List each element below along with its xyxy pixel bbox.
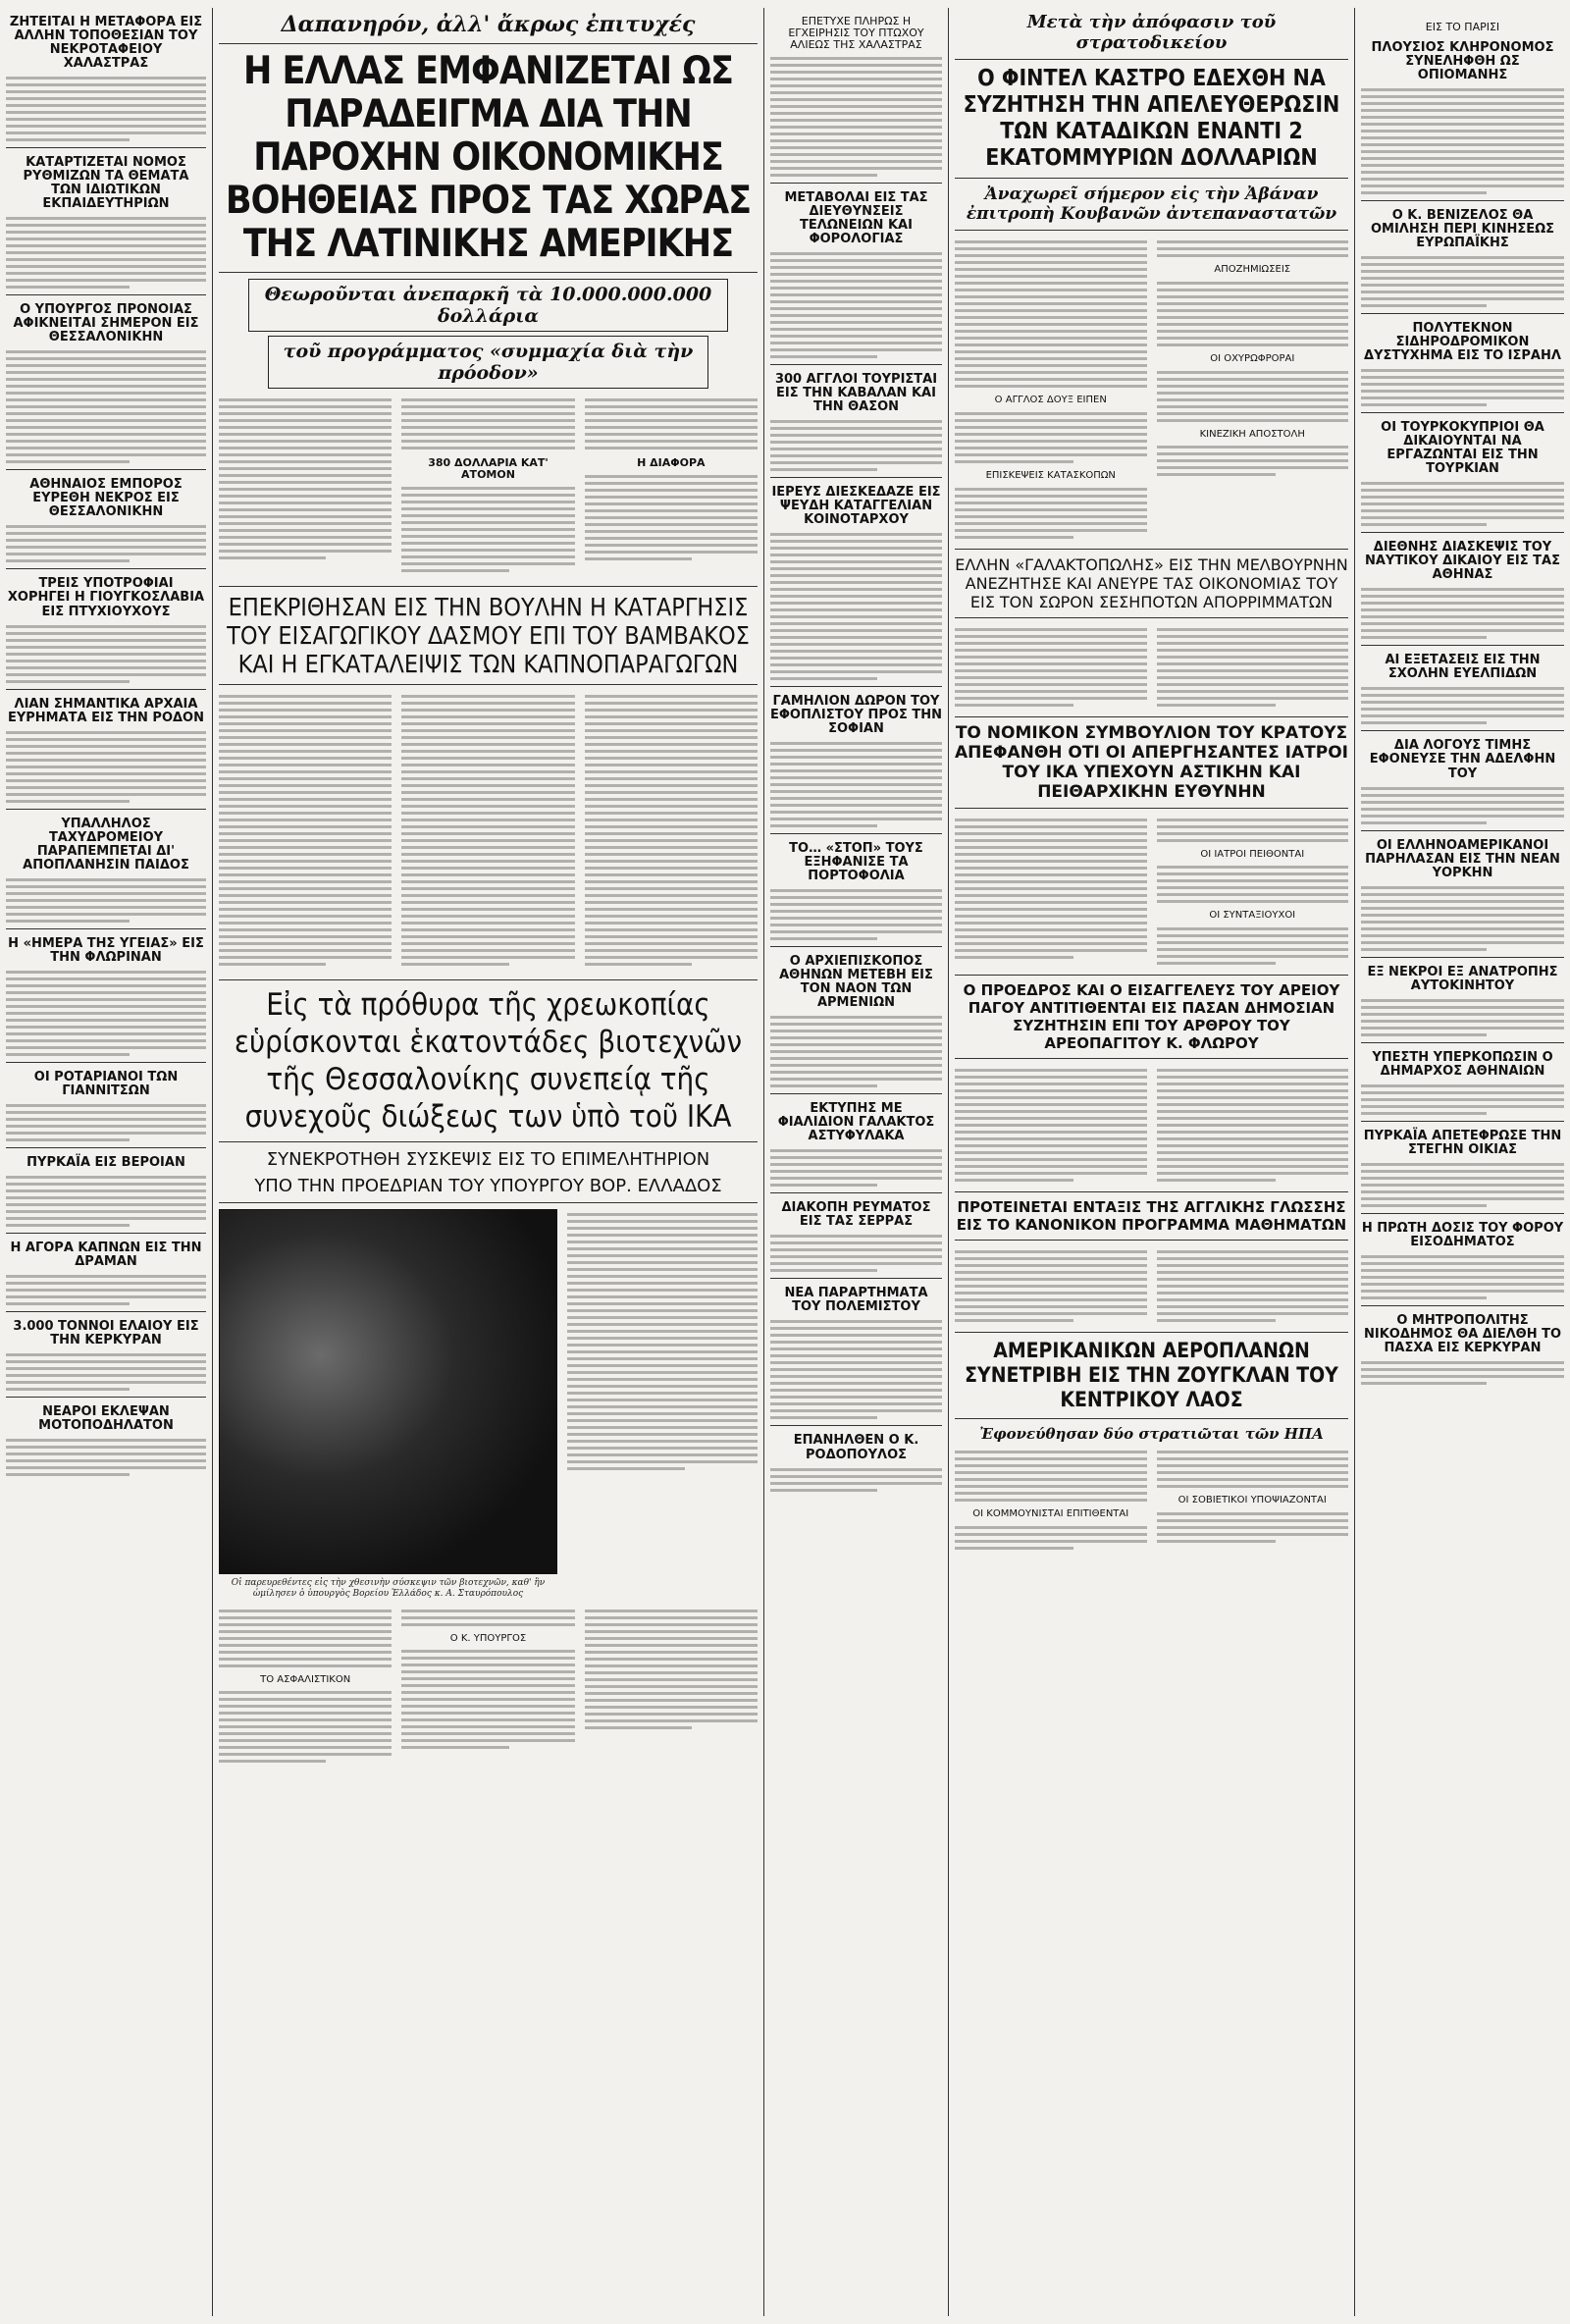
- subheading: ΟΙ ΟΧΥΡΩΦΡΟΡΑΙ: [1210, 352, 1295, 364]
- headline: ΓΑΜΗΛΙΟΝ ΔΩΡΟΝ ΤΟΥ ΕΦΟΠΛΙΣΤΟΥ ΠΡΟΣ ΤΗΝ ΣΟΦΙΑΝ: [770, 693, 942, 736]
- headline: ΕΚΤΥΠΗΣ ΜΕ ΦΙΑΛΙΔΙΟΝ ΓΑΛΑΚΤΟΣ ΑΣΤΥΦΥΛΑΚΑ: [777, 1101, 935, 1144]
- article-body: [6, 77, 206, 141]
- headline: ΝΕΑ ΠΑΡΑΡΤΗΜΑΤΑ ΤΟΥ ΠΟΛΕΜΙΣΤΟΥ: [784, 1286, 928, 1315]
- headline: ΥΠΕΣΤΗ ΥΠΕΡΚΟΠΩΣΙΝ Ο ΔΗΜΑΡΧΟΣ ΑΘΗΝΑΙΩΝ: [1372, 1049, 1553, 1079]
- left-column: [0, 8, 212, 1480]
- article-body: [6, 625, 206, 683]
- subheading: Ο ΑΓΓΛΟΣ ΔΟΥΞ ΕΙΠΕΝ: [994, 395, 1107, 405]
- subheading: ΟΙ ΣΟΒΙΕΤΙΚΟΙ ΥΠΟΨΙΑΖΟΝΤΑΙ: [1178, 1495, 1327, 1506]
- main-kicker: Δαπανηρόν, ἀλλ' ἄκρως ἐπιτυχές: [281, 12, 696, 37]
- headline: Η «ΗΜΕΡΑ ΤΗΣ ΥΓΕΙΑΣ» ΕΙΣ ΤΗΝ ΦΛΩΡΙΝΑΝ: [8, 935, 204, 965]
- photo-wrapper: [219, 1209, 557, 1600]
- headline: Ο ΑΡΧΙΕΠΙΣΚΟΠΟΣ ΑΘΗΝΩΝ ΜΕΤΕΒΗ ΕΙΣ ΤΟΝ ΝΑΟΝ ΤΩΝ ΑΡΜΕΝΙΩΝ: [779, 954, 933, 1011]
- article-body: [219, 395, 392, 576]
- headline: ΑΘΗΝΑΙΟΣ ΕΜΠΟΡΟΣ ΕΥΡΕΘΗ ΝΕΚΡΟΣ ΕΙΣ ΘΕΣΣΑΛΟΝΙΚΗΝ: [29, 477, 183, 520]
- headline: ΕΞ ΝΕΚΡΟΙ ΕΞ ΑΝΑΤΡΟΠΗΣ ΑΥΤΟΚΙΝΗΤΟΥ: [1367, 964, 1558, 993]
- headline: Η ΑΓΟΡΑ ΚΑΠΝΩΝ ΕΙΣ ΤΗΝ ΔΡΑΜΑΝ: [10, 1240, 202, 1269]
- article-body: [6, 878, 206, 923]
- subheading: ΚΙΝΕΖΙΚΗ ΑΠΟΣΤΟΛΗ: [1199, 428, 1305, 440]
- subheading: Η ΔΙΑΦΟΡΑ: [637, 456, 706, 469]
- headline: ΔΙΕΘΝΗΣ ΔΙΑΣΚΕΨΙΣ ΤΟΥ ΝΑΥΤΙΚΟΥ ΔΙΚΑΙΟΥ ΕΙΣ ΤΑΣ ΑΘΗΝΑΣ: [1365, 540, 1560, 583]
- headline: 300 ΑΓΓΛΟΙ ΤΟΥΡΙΣΤΑΙ ΕΙΣ ΤΗΝ ΚΑΒΑΛΑΝ ΚΑΙ ΤΗΝ ΘΑΣΟΝ: [774, 371, 938, 414]
- article-body: [6, 1275, 206, 1305]
- article-body: [6, 350, 206, 463]
- laos-subhead: Ἐφονεύθησαν δύο στρατιῶται τῶν ΗΠΑ: [979, 1425, 1324, 1444]
- areios-pagos-headline: Ο ΠΡΟΕΔΡΟΣ ΚΑΙ Ο ΕΙΣΑΓΓΕΛΕΥΣ ΤΟΥ ΑΡΕΙΟΥ ΠΑΓΟΥ ΑΝΤΙΤΙΘΕΝΤΑΙ ΕΙΣ ΠΑΣΑΝ ΔΗΜΟΣΙΑΝ ΣΥΖΗΤΗΣΙΝ ΕΠΙ ΤΟΥ ΑΡΘΡΟΥ ΤΟΥ ΑΡΕΟΠΑΓΙΤΟΥ Κ. ΦΛΩΡΟΥ: [963, 981, 1340, 1053]
- headline: ΛΙΑΝ ΣΗΜΑΝΤΙΚΑ ΑΡΧΑΙΑ ΕΥΡΗΜΑΤΑ ΕΙΣ ΤΗΝ ΡΟΔΟΝ: [7, 696, 204, 725]
- subheading: 380 ΔΟΛΛΑΡΙΑ ΚΑΤ' ΑΤΟΜΟΝ: [428, 456, 549, 481]
- headline: ΖΗΤΕΙΤΑΙ Η ΜΕΤΑΦΟΡΑ ΕΙΣ ΑΛΛΗΝ ΤΟΠΟΘΕΣΙΑΝ ΤΟΥ ΝΕΚΡΟΤΑΦΕΙΟΥ ΧΑΛΑΣΤΡΑΣ: [9, 15, 203, 72]
- headline: ΑΙ ΕΞΕΤΑΣΕΙΣ ΕΙΣ ΤΗΝ ΣΧΟΛΗΝ ΕΥΕΛΠΙΔΩΝ: [1385, 653, 1541, 682]
- headline: ΙΕΡΕΥΣ ΔΙΕΣΚΕΔΑΖΕ ΕΙΣ ΨΕΥΔΗ ΚΑΤΑΓΓΕΛΙΑΝ ΚΟΙΝΟΤΑΡΧΟΥ: [771, 484, 941, 527]
- headline: ΠΟΛΥΤΕΚΝΟΝ ΣΙΔΗΡΟΔΡΟΜΙΚΟΝ ΔΥΣΤΥΧΗΜΑ ΕΙΣ ΤΟ ΙΣΡΑΗΛ: [1364, 321, 1561, 364]
- article-body: [6, 1176, 206, 1227]
- headline: Ο ΜΗΤΡΟΠΟΛΙΤΗΣ ΝΙΚΟΔΗΜΟΣ ΘΑ ΔΙΕΛΘΗ ΤΟ ΠΑΣΧΑ ΕΙΣ ΚΕΡΚΥΡΑΝ: [1363, 1312, 1562, 1355]
- main-headline: Η ΕΛΛΑΣ ΕΜΦΑΝΙΖΕΤΑΙ ΩΣ ΠΑΡΑΔΕΙΓΜΑ ΔΙΑ ΤΗΝ ΠΑΡΟΧΗΝ ΟΙΚΟΝΟΜΙΚΗΣ ΒΟΗΘΕΙΑΣ ΠΡΟΣ ΤΑΣ ΧΩΡΑΣ ΤΗΣ ΛΑΤΙΝΙΚΗΣ ΑΜΕΡΙΚΗΣ: [225, 49, 752, 266]
- castro-kicker: Μετὰ τὴν ἀπόφασιν τοῦ στρατοδικείου: [1026, 12, 1277, 53]
- headline: ΥΠΑΛΛΗΛΟΣ ΤΑΧΥΔΡΟΜΕΙΟΥ ΠΑΡΑΠΕΜΠΕΤΑΙ ΔΙ' ΑΠΟΠΛΑΝΗΣΙΝ ΠΑΙΔΟΣ: [23, 816, 189, 872]
- castro-article-columns: [955, 237, 1348, 543]
- headline: ΠΥΡΚΑΪΑ ΑΠΕΤΕΦΡΩΣΕ ΤΗΝ ΣΤΕΓΗΝ ΟΙΚΙΑΣ: [1363, 1128, 1562, 1157]
- castro-subhead: ἐπιτροπὴ Κουβανῶν ἀντεπαναστατῶν: [966, 204, 1337, 224]
- headline: ΕΠΑΝΗΛΘΕΝ Ο Κ. ΡΟΔΟΠΟΥΛΟΣ: [793, 1433, 919, 1462]
- subheading: ΑΠΟΖΗΜΙΩΣΕΙΣ: [1214, 264, 1291, 275]
- right-column: [949, 8, 1354, 1554]
- subheading: ΟΙ ΣΥΝΤΑΞΙΟΥΧΟΙ: [1209, 910, 1296, 922]
- cotton-article-columns: [219, 691, 758, 970]
- ika-photo-block: [219, 1209, 758, 1600]
- main-subhead: Θεωροῦνται ἀνεπαρκῆ τὰ 10.000.000.000 δολλάρια: [248, 279, 728, 332]
- laos-headline: ΑΜΕΡΙΚΑΝΙΚΩΝ ΑΕΡΟΠΛΑΝΩΝ ΣΥΝΕΤΡΙΒΗ ΕΙΣ ΤΗΝ ΖΟΥΓΚΛΑΝ ΤΟΥ ΚΕΝΤΡΙΚΟΥ ΛΑΟΣ: [965, 1339, 1338, 1412]
- article-body: [6, 731, 206, 803]
- article-body: [6, 217, 206, 289]
- headline: Ο Κ. ΒΕΝΙΖΕΛΟΣ ΘΑ ΟΜΙΛΗΣΗ ΠΕΡΙ ΚΙΝΗΣΕΩΣ ΕΥΡΩΠΑΪΚΗΣ: [1370, 207, 1555, 251]
- headline: ΠΛΟΥΣΙΟΣ ΚΛΗΡΟΝΟΜΟΣ ΣΥΝΕΛΗΦΘΗ ΩΣ ΟΠΙΟΜΑΝΗΣ: [1371, 39, 1554, 82]
- middle-column: [764, 8, 948, 1496]
- article-column: [401, 395, 574, 576]
- headline: ΠΥΡΚΑΪΑ ΕΙΣ ΒΕΡΟΙΑΝ: [26, 1154, 185, 1170]
- article-body: [6, 1353, 206, 1391]
- article-column: [585, 395, 758, 576]
- photo-caption: Οἱ παρευρεθέντες εἰς τὴν χθεσινὴν σύσκεψιν τῶν βιοτεχνῶν, καθ' ἣν ὡμίλησεν ὁ ὑπουργὸς Βορείου Ἑλλάδος κ. Α. Σταυρόπουλος: [231, 1577, 546, 1599]
- ika-subhead: ΥΠΟ ΤΗΝ ΠΡΟΕΔΡΙΑΝ ΤΟΥ ΥΠΟΥΡΓΟΥ ΒΟΡ. ΕΛΛΑΔΟΣ: [254, 1176, 722, 1197]
- galaktopoulis-headline: ΕΛΛΗΝ «ΓΑΛΑΚΤΟΠΩΛΗΣ» ΕΙΣ ΤΗΝ ΜΕΛΒΟΥΡΝΗΝ ΑΝΕΖΗΤΗΣΕ ΚΑΙ ΑΝΕΥΡΕ ΤΑΣ ΟΙΚΟΝΟΜΙΑΣ ΤΟΥ ΕΙΣ ΤΟΝ ΣΩΡΟΝ ΣΕΣΗΠΟΤΩΝ ΑΠΟΡΡΙΜΜΑΤΩΝ: [955, 555, 1348, 611]
- headline: Η ΠΡΩΤΗ ΔΟΣΙΣ ΤΟΥ ΦΟΡΟΥ ΕΙΣΟΔΗΜΑΤΟΣ: [1361, 1220, 1564, 1249]
- headline: ΟΙ ΤΟΥΡΚΟΚΥΠΡΙΟΙ ΘΑ ΔΙΚΑΙΟΥΝΤΑΙ ΝΑ ΕΡΓΑΖΩΝΤΑΙ ΕΙΣ ΤΗΝ ΤΟΥΡΚΙΑΝ: [1381, 420, 1544, 477]
- article-body: [6, 1104, 206, 1141]
- castro-headline: Ο ΦΙΝΤΕΛ ΚΑΣΤΡΟ ΕΔΕΧΘΗ ΝΑ ΣΥΖΗΤΗΣΗ ΤΗΝ ΑΠΕΛΕΥΘΕΡΩΣΙΝ ΤΩΝ ΚΑΤΑΔΙΚΩΝ ΕΝΑΝΤΙ 2 ΕΚΑΤΟΜΜΥΡΙΩΝ ΔΟΛΛΑΡΙΩΝ: [963, 66, 1340, 171]
- subheading: ΟΙ ΚΟΜΜΟΥΝΙΣΤΑΙ ΕΠΙΤΙΘΕΝΤΑΙ: [972, 1508, 1129, 1520]
- article-body: [6, 1439, 206, 1476]
- headline: ΤΟ… «ΣΤΟΠ» ΤΟΥΣ ΕΞΗΦΑΝΙΣΕ ΤΑ ΠΟΡΤΟΦΟΛΙΑ: [789, 841, 923, 884]
- cotton-headline: ΕΠΕΚΡΙΘΗΣΑΝ ΕΙΣ ΤΗΝ ΒΟΥΛΗΝ Η ΚΑΤΑΡΓΗΣΙΣ ΤΟΥ ΕΙΣΑΓΩΓΙΚΟΥ ΔΑΣΜΟΥ ΕΠΙ ΤΟΥ ΒΑΜΒΑΚΟΣ ΚΑΙ Η ΕΓΚΑΤΑΛΕΙΨΙΣ ΤΩΝ ΚΑΠΝΟΠΑΡΑΓΩΓΩΝ: [227, 592, 750, 678]
- subheading: ΟΙ ΙΑΤΡΟΙ ΠΕΙΘΟΝΤΑΙ: [1200, 848, 1305, 860]
- section-label: ΕΙΣ ΤΟ ΠΑΡΙΣΙ: [1425, 21, 1500, 33]
- subheading: ΤΟ ΑΣΦΑΛΙΣΤΙΚΟΝ: [260, 1673, 351, 1685]
- ika-headline: Εἰς τὰ πρόθυρα τῆς χρεωκοπίας εὑρίσκονται ἑκατοντάδες βιοτεχνῶν τῆς Θεσσαλονίκης συνεπείᾳ τῆς συνεχοῦς διώξεως των ὑπὸ τοῦ ΙΚΑ: [234, 986, 743, 1135]
- headline: ΚΑΤΑΡΤΙΖΕΤΑΙ ΝΟΜΟΣ ΡΥΘΜΙΖΩΝ ΤΑ ΘΕΜΑΤΑ ΤΩΝ ΙΔΙΩΤΙΚΩΝ ΕΚΠΑΙΔΕΥΤΗΡΙΩΝ: [23, 155, 189, 212]
- ika-subhead: ΣΥΝΕΚΡΟΤΗΘΗ ΣΥΣΚΕΨΙΣ ΕΙΣ ΤΟ ΕΠΙΜΕΛΗΤΗΡΙΟΝ: [266, 1148, 710, 1170]
- main-article-columns: [219, 395, 758, 576]
- nsk-headline: ΤΟ ΝΟΜΙΚΟΝ ΣΥΜΒΟΥΛΙΟΝ ΤΟΥ ΚΡΑΤΟΥΣ ΑΠΕΦΑΝΘΗ ΟΤΙ ΟΙ ΑΠΕΡΓΗΣΑΝΤΕΣ ΙΑΤΡΟΙ ΤΟΥ ΙΚΑ ΥΠΕΧΟΥΝ ΑΣΤΙΚΗΝ ΚΑΙ ΠΕΙΘΑΡΧΙΚΗΝ ΕΥΘΥΝΗΝ: [955, 722, 1348, 802]
- headline: ΕΠΕΤΥΧΕ ΠΛΗΡΩΣ Η ΕΓΧΕΙΡΗΣΙΣ ΤΟΥ ΠΤΩΧΟΥ ΑΛΙΕΩΣ ΤΗΣ ΧΑΛΑΣΤΡΑΣ: [788, 15, 924, 51]
- ika-article-columns: [219, 1606, 758, 1768]
- english-language-headline: ΠΡΟΤΕΙΝΕΤΑΙ ΕΝΤΑΞΙΣ ΤΗΣ ΑΓΓΛΙΚΗΣ ΓΛΩΣΣΗΣ ΕΙΣ ΤΟ ΚΑΝΟΝΙΚΟΝ ΠΡΟΓΡΑΜΜΑ ΜΑΘΗΜΑΤΩΝ: [956, 1198, 1347, 1235]
- far-right-column: [1355, 8, 1570, 1389]
- headline: 3.000 ΤΟΝΝΟΙ ΕΛΑΙΟΥ ΕΙΣ ΤΗΝ ΚΕΡΚΥΡΑΝ: [13, 1318, 199, 1347]
- subheading: Ο Κ. ΥΠΟΥΡΓΟΣ: [449, 1632, 527, 1644]
- headline: Ο ΥΠΟΥΡΓΟΣ ΠΡΟΝΟΙΑΣ ΑΦΙΚΝΕΙΤΑΙ ΣΗΜΕΡΟΝ ΕΙΣ ΘΕΣΣΑΛΟΝΙΚΗΝ: [13, 302, 199, 345]
- main-column: [213, 8, 763, 1767]
- article-body: [6, 971, 206, 1056]
- headline: ΤΡΕΙΣ ΥΠΟΤΡΟΦΙΑΙ ΧΟΡΗΓΕΙ Η ΓΙΟΥΓΚΟΣΛΑΒΙΑ ΕΙΣ ΠΤΥΧΙΟΥΧΟΥΣ: [7, 576, 205, 619]
- headline: ΟΙ ΡΟΤΑΡΙΑΝΟΙ ΤΩΝ ΓΙΑΝΝΙΤΣΩΝ: [33, 1069, 179, 1098]
- castro-subhead: Ἀναχωρεῖ σήμερον εἰς τὴν Ἀβάναν: [984, 185, 1319, 204]
- main-subhead: τοῦ προγράμματος «συμμαχία διὰ τὴν πρόοδον»: [268, 336, 708, 389]
- subheading: ΕΠΙΣΚΕΨΕΙΣ ΚΑΤΑΣΚΟΠΩΝ: [985, 469, 1116, 481]
- headline: ΔΙΑ ΛΟΓΟΥΣ ΤΙΜΗΣ ΕΦΟΝΕΥΣΕ ΤΗΝ ΑΔΕΛΦΗΝ ΤΟΥ: [1369, 738, 1556, 781]
- headline: ΔΙΑΚΟΠΗ ΡΕΥΜΑΤΟΣ ΕΙΣ ΤΑΣ ΣΕΡΡΑΣ: [781, 1200, 931, 1230]
- headline: ΜΕΤΑΒΟΛΑΙ ΕΙΣ ΤΑΣ ΔΙΕΥΘΥΝΣΕΙΣ ΤΕΛΩΝΕΙΩΝ ΚΑΙ ΦΟΡΟΛΟΓΙΑΣ: [784, 189, 928, 246]
- headline: ΝΕΑΡΟΙ ΕΚΛΕΨΑΝ ΜΟΤΟΠΟΔΗΛΑΤΟΝ: [38, 1404, 174, 1434]
- headline: ΟΙ ΕΛΛΗΝΟΑΜΕΡΙΚΑΝΟΙ ΠΑΡΗΛΑΣΑΝ ΕΙΣ ΤΗΝ ΝΕΑΝ ΥΟΡΚΗΝ: [1365, 837, 1560, 880]
- article-body: [6, 525, 206, 562]
- meeting-photo: [219, 1209, 557, 1574]
